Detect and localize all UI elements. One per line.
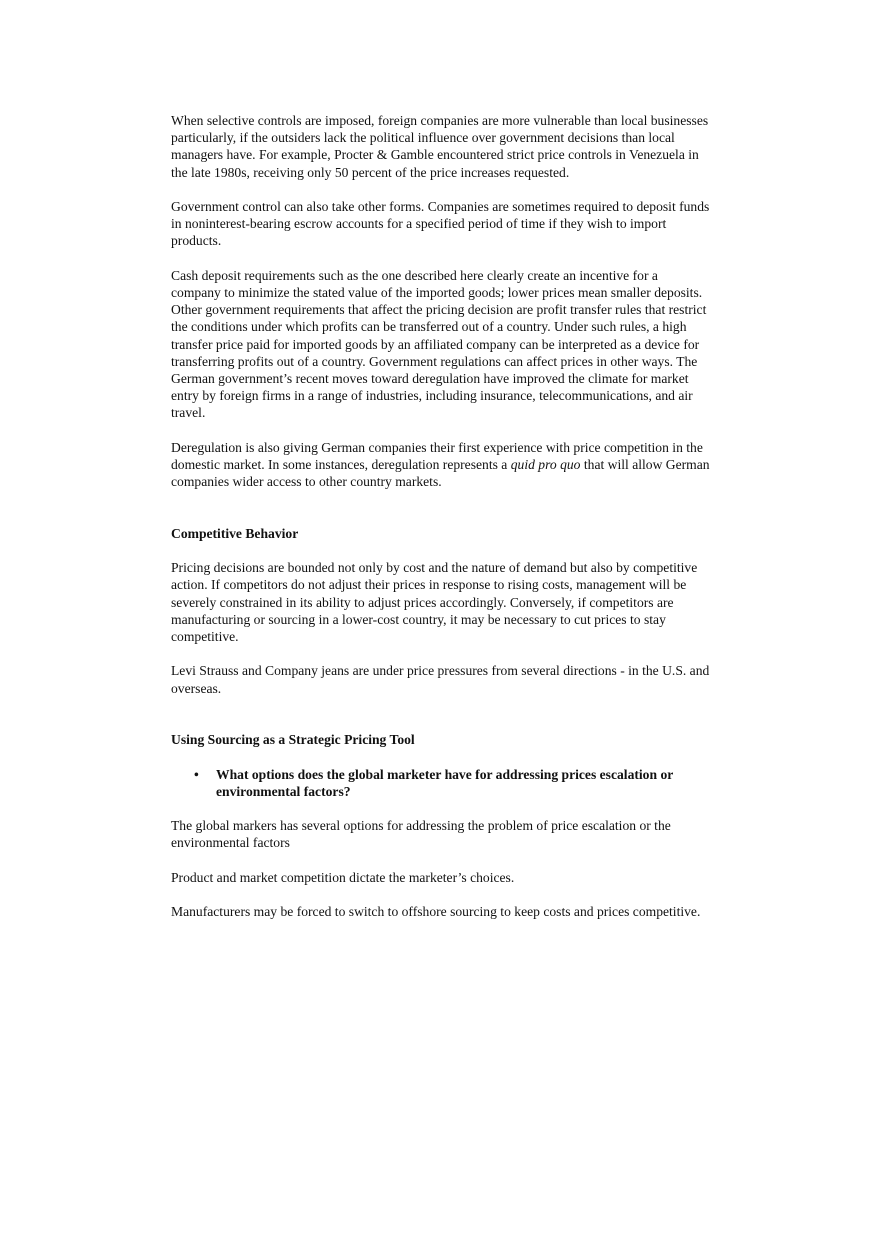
- bullet-icon: •: [194, 766, 199, 782]
- paragraph-offshore-sourcing: Manufacturers may be forced to switch to offshore sourcing to keep costs and prices competitive.: [171, 904, 701, 920]
- paragraph-product-market-competition: Product and market competition dictate the marketer’s choices.: [171, 869, 515, 885]
- document-page: [171, 112, 711, 938]
- paragraph-global-markers-options: The global markers has several options for addressing the problem of price escalation or the environmental factors: [171, 818, 671, 851]
- paragraph-deregulation: [171, 439, 711, 491]
- paragraph-levi-strauss: Levi Strauss and Company jeans are under price pressures from several directions - in the U.S. and overseas.: [171, 663, 710, 696]
- bullet-question-text: What options does the global marketer have for addressing prices escalation or environmental factors?: [216, 766, 674, 799]
- quid-pro-quo-italic: quid pro quo: [510, 457, 581, 473]
- heading-sourcing-strategic-pricing: Using Sourcing as a Strategic Pricing Tool: [171, 732, 415, 748]
- heading-competitive-behavior: Competitive Behavior: [171, 525, 299, 541]
- paragraph-pricing-decisions: Pricing decisions are bounded not only by cost and the nature of demand but also by competitive action. If competitors do not adjust their prices in response to rising costs, management will be severely constrained in its ability to adjust prices accordingly. Conversely, if competitors are manufacturing or sourcing in a lower-cost country, it may be necessary to cut prices to stay competitive.: [171, 560, 698, 645]
- paragraph-selective-controls: When selective controls are imposed, foreign companies are more vulnerable than local businesses particularly, if the outsiders lack the political influence over government decisions than local managers have. For example, Procter & Gamble encountered strict price controls in Venezuela in the late 1980s, receiving only 50 percent of the price increases requested.: [171, 113, 709, 180]
- bullet-list: [171, 766, 711, 800]
- bullet-question: [171, 766, 711, 800]
- paragraph-government-control: Government control can also take other forms. Companies are sometimes required to deposit funds in noninterest-bearing escrow accounts for a specified period of time if they wish to import products.: [171, 199, 710, 249]
- deregulation-text-start: Deregulation is also giving German companies their first experience with price competition in the domestic market. In some instances, deregulation represents a: [171, 439, 703, 473]
- deregulation-text-end: that will allow German companies wider access to other country markets.: [171, 457, 710, 490]
- paragraph-cash-deposit: Cash deposit requirements such as the one described here clearly create an incentive for a company to minimize the stated value of the imported goods; lower prices mean smaller deposits. Other government requirements that affect the pricing decision are profit transfer rules that restrict the conditions under which profits can be transferred out of a country. Under such rules, a high transfer price paid for imported goods by an affiliated company can be interpreted as a device for transferring profits out of a country. Government regulations can affect prices in other ways. The German government’s recent moves toward deregulation have improved the climate for market entry by foreign firms in a range of industries, including insurance, telecommunications, and air travel.: [171, 267, 707, 421]
